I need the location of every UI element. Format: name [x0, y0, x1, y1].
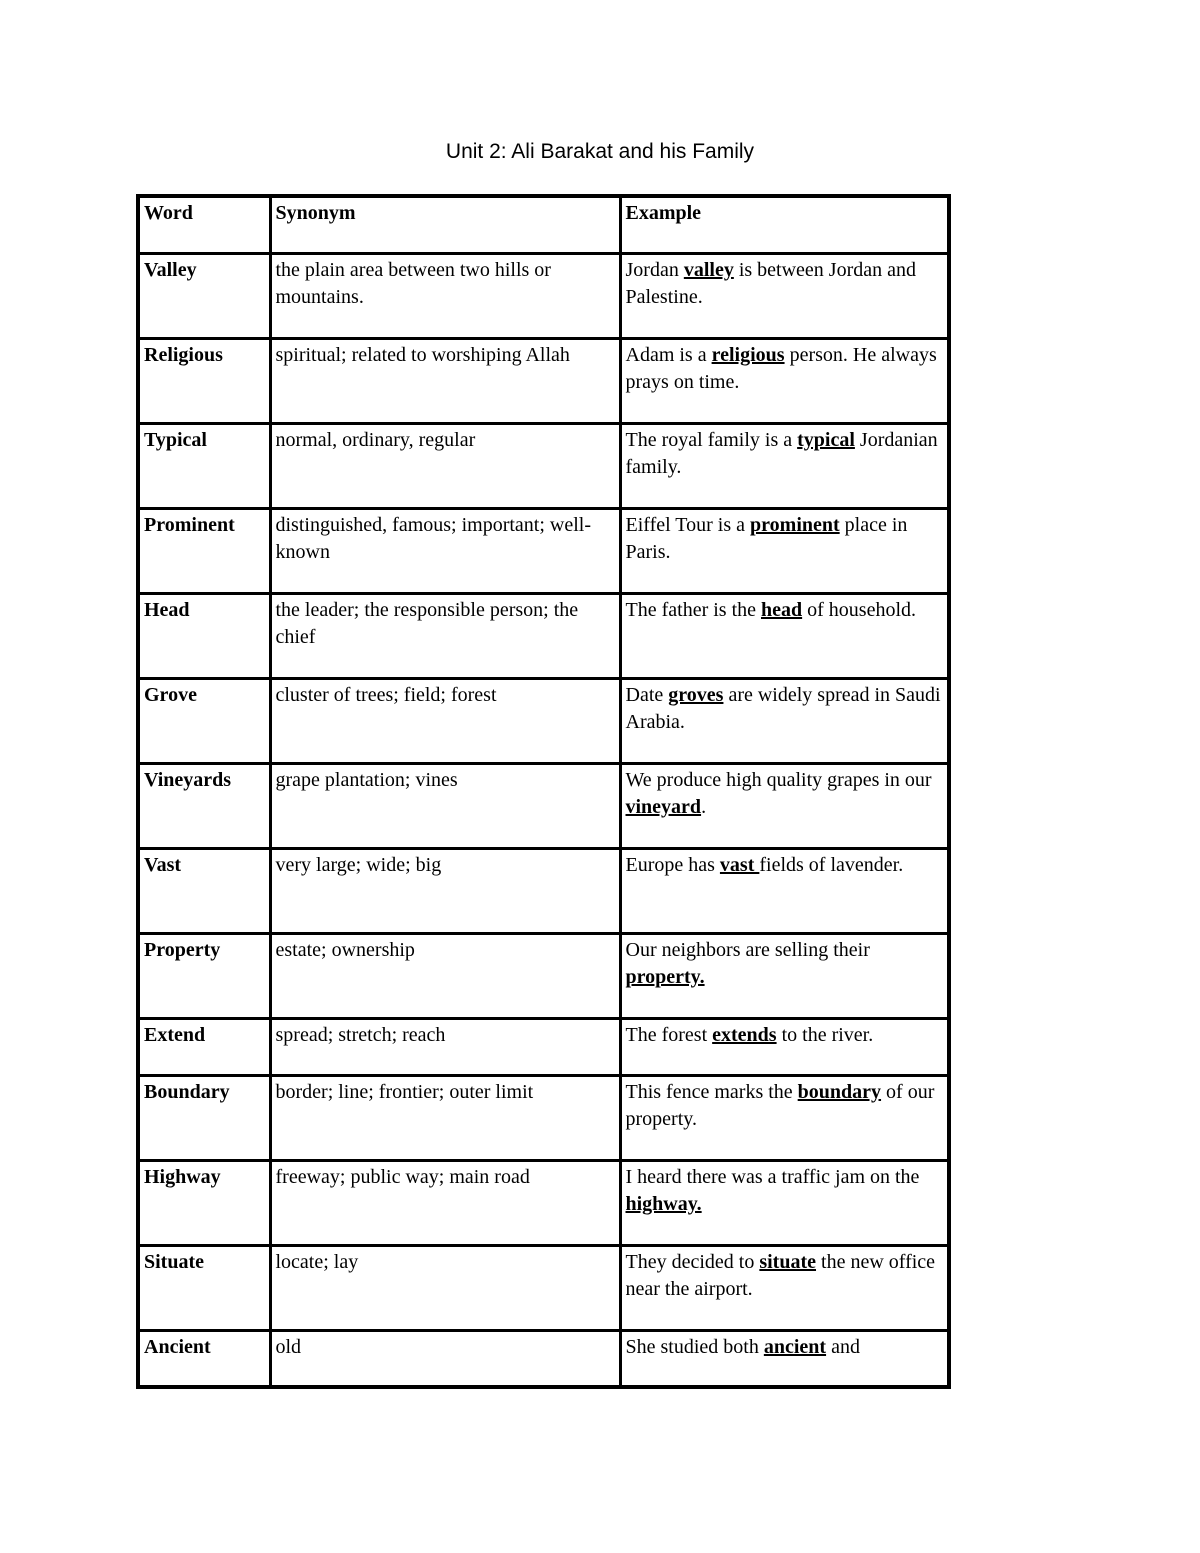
vocab-example [620, 763, 949, 848]
example-text: to the river. [776, 1023, 874, 1046]
vocab-synonym: the leader; the responsible person; the chief [270, 593, 620, 678]
example-text: We produce high quality grapes in our [625, 768, 932, 791]
table-row [138, 1075, 949, 1160]
vocab-synonym: normal, ordinary, regular [270, 423, 620, 508]
example-keyword: typical [797, 428, 855, 451]
vocab-word: Religious [138, 338, 270, 423]
table-row [138, 593, 949, 678]
example-text: person. He always prays on time. [625, 343, 937, 393]
example-text: This fence marks the [625, 1080, 798, 1103]
vocab-synonym: estate; ownership [270, 933, 620, 1018]
table-row [138, 423, 949, 508]
example-text: Jordan [625, 258, 684, 281]
vocab-example [620, 1075, 949, 1160]
column-header-word: Word [138, 196, 270, 253]
vocab-example [620, 1160, 949, 1245]
vocab-word: Boundary [138, 1075, 270, 1160]
example-text: Adam is a [625, 343, 712, 366]
vocab-word: Situate [138, 1245, 270, 1330]
example-keyword: boundary [797, 1080, 882, 1103]
example-text: Eiffel Tour is a [625, 513, 751, 536]
vocab-synonym: distinguished, famous; important; well-known [270, 508, 620, 593]
example-keyword: extends [712, 1023, 777, 1046]
example-keyword: religious [711, 343, 785, 366]
vocab-synonym: freeway; public way; main road [270, 1160, 620, 1245]
example-text: Date [625, 683, 669, 706]
vocab-word: Extend [138, 1018, 270, 1075]
vocab-example [620, 1018, 949, 1075]
table-header-row [138, 196, 949, 253]
vocab-example [620, 338, 949, 423]
example-keyword: ancient [763, 1335, 827, 1358]
vocab-synonym: old [270, 1330, 620, 1387]
example-text: place in Paris. [625, 513, 908, 563]
table-row [138, 763, 949, 848]
vocab-example [620, 933, 949, 1018]
example-keyword: prominent [750, 513, 840, 536]
table-row [138, 678, 949, 763]
vocab-word: Typical [138, 423, 270, 508]
vocab-synonym: the plain area between two hills or mountains. [270, 253, 620, 338]
example-text: Our neighbors are selling their [625, 938, 870, 961]
table-row [138, 1160, 949, 1245]
vocab-synonym: grape plantation; vines [270, 763, 620, 848]
example-keyword: head [761, 598, 803, 621]
table-row [138, 1245, 949, 1330]
table-row [138, 933, 949, 1018]
example-text: and [826, 1335, 860, 1358]
vocab-word: Vast [138, 848, 270, 933]
column-header-example: Example [620, 196, 949, 253]
example-text: They decided to [625, 1250, 760, 1273]
vocab-word: Ancient [138, 1330, 270, 1387]
example-keyword: property. [625, 965, 705, 988]
vocab-word: Highway [138, 1160, 270, 1245]
example-text: Europe has [625, 853, 720, 876]
vocab-example [620, 593, 949, 678]
example-text: are widely spread in Saudi Arabia. [625, 683, 941, 733]
vocab-synonym: very large; wide; big [270, 848, 620, 933]
vocab-word: Property [138, 933, 270, 1018]
table-row [138, 253, 949, 338]
example-keyword: situate [759, 1250, 817, 1273]
example-text: fields of lavender. [759, 853, 904, 876]
vocab-example [620, 678, 949, 763]
example-text: of our property. [625, 1080, 935, 1130]
example-text: . [701, 795, 707, 818]
vocab-word: Vineyards [138, 763, 270, 848]
vocab-synonym: spread; stretch; reach [270, 1018, 620, 1075]
table-row [138, 338, 949, 423]
example-text: the new office near the airport. [625, 1250, 936, 1300]
table-row [138, 1018, 949, 1075]
example-keyword: highway. [625, 1192, 702, 1215]
vocab-word: Head [138, 593, 270, 678]
example-keyword: vast [719, 853, 760, 876]
vocab-word: Grove [138, 678, 270, 763]
example-text: Jordanian family. [625, 428, 938, 478]
vocab-example [620, 1330, 949, 1387]
example-text: I heard there was a traffic jam on the [625, 1165, 920, 1188]
example-text: The forest [625, 1023, 713, 1046]
vocab-example [620, 848, 949, 933]
example-keyword: valley [683, 258, 734, 281]
example-text: She studied both [625, 1335, 764, 1358]
page-title: Unit 2: Ali Barakat and his Family [445, 140, 755, 163]
example-text: The royal family is a [625, 428, 798, 451]
example-text: is between Jordan and Palestine. [625, 258, 916, 308]
vocab-synonym: cluster of trees; field; forest [270, 678, 620, 763]
table-row [138, 1330, 949, 1387]
table-row [138, 848, 949, 933]
vocab-synonym: spiritual; related to worshiping Allah [270, 338, 620, 423]
column-header-synonym: Synonym [270, 196, 620, 253]
vocab-synonym: border; line; frontier; outer limit [270, 1075, 620, 1160]
example-keyword: vineyard [625, 795, 702, 818]
vocab-example [620, 253, 949, 338]
vocab-synonym: locate; lay [270, 1245, 620, 1330]
vocab-example [620, 423, 949, 508]
table-row [138, 508, 949, 593]
vocab-example [620, 508, 949, 593]
example-text: The father is the [625, 598, 761, 621]
example-keyword: groves [668, 683, 724, 706]
vocab-example [620, 1245, 949, 1330]
vocabulary-table [136, 194, 951, 1389]
vocab-word: Valley [138, 253, 270, 338]
example-text: of household. [802, 598, 917, 621]
vocab-word: Prominent [138, 508, 270, 593]
